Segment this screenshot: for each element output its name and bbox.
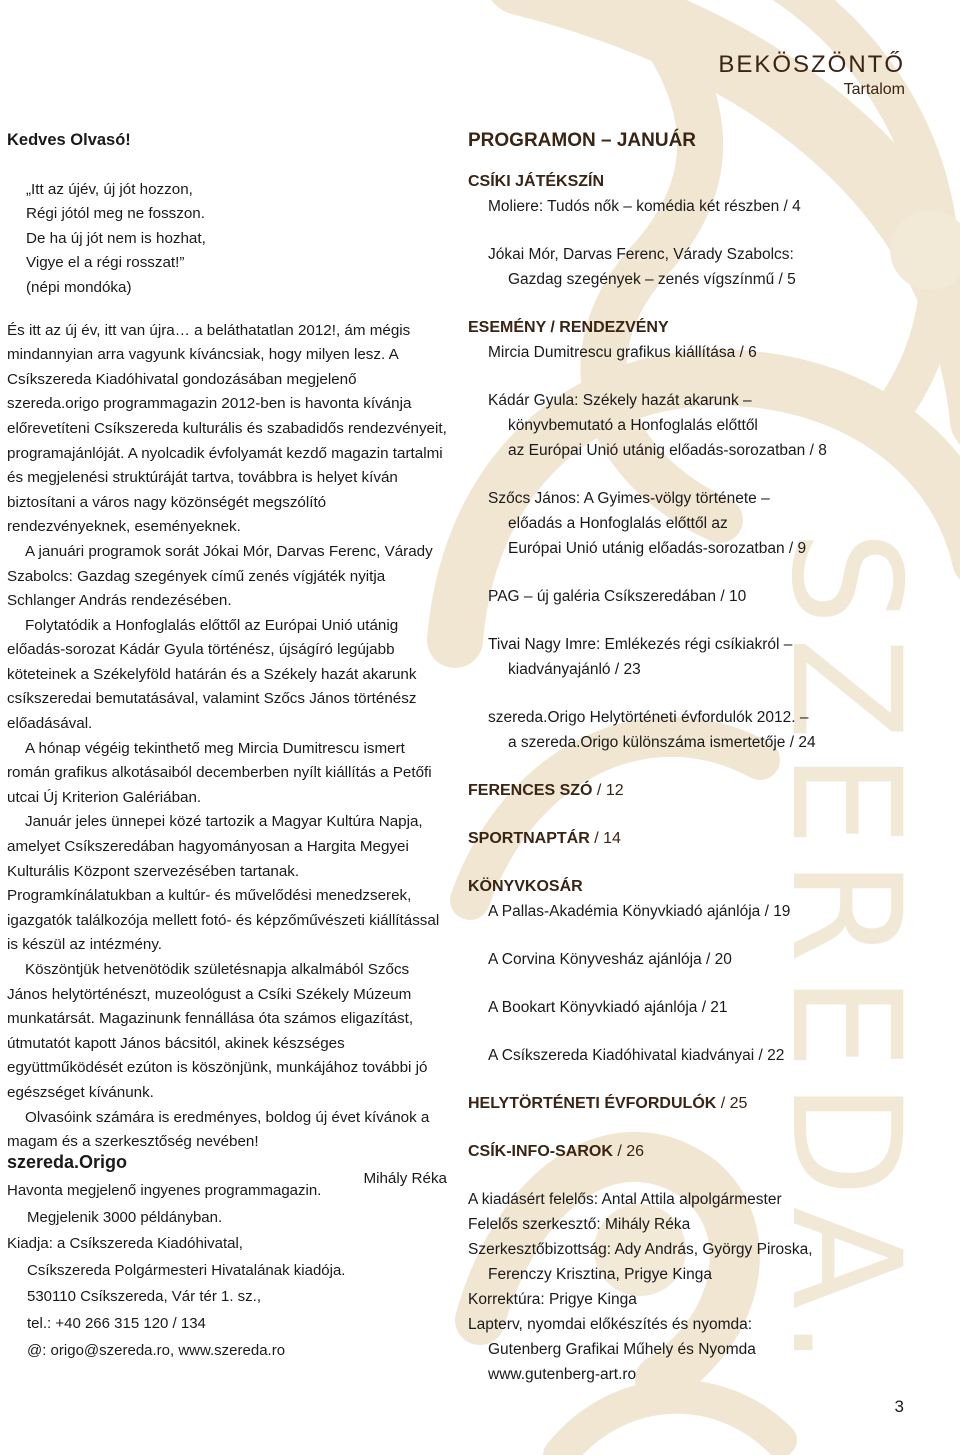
toc-section-page: / 26: [617, 1143, 645, 1160]
toc-section-heading: [468, 826, 888, 851]
toc-section-heading: [468, 169, 888, 194]
toc-entry-line: A Corvina Könyvesház ajánlója / 20: [488, 951, 732, 968]
imprint-line: Megjelenik 3000 példányban.: [27, 1208, 223, 1226]
toc-entry-line: a szereda.Origo különszáma ismertetője / 24: [508, 734, 816, 751]
poem-line: „Itt az újév, új jót hozzon,: [26, 180, 193, 198]
poem-line: Vigye el a régi rosszat!”: [26, 254, 185, 272]
credit-line: Felelős szerkesztő: Mihály Réka: [468, 1216, 691, 1233]
toc-section-heading: [468, 778, 888, 803]
toc-section-name: CSÍK-INFO-SAROK: [468, 1143, 613, 1160]
credit-line: A kiadásért felelős: Antal Attila alpolgármester: [468, 1191, 782, 1208]
toc-entry-line: kiadványajánló / 23: [508, 661, 641, 678]
background-watermark-word: SZEREDA.: [758, 530, 932, 1379]
imprint-line: @: origo@szereda.ro, www.szereda.ro: [27, 1341, 286, 1359]
toc-entry: [468, 1043, 888, 1068]
letter-greeting: Kedves Olvasó!: [7, 131, 131, 149]
poem-source: (népi mondóka): [26, 278, 132, 296]
poem: [7, 178, 447, 301]
toc-section-name: ESEMÉNY / RENDEZVÉNY: [468, 319, 669, 336]
imprint-line: Csíkszereda Polgármesteri Hivatalának kiadója.: [27, 1261, 346, 1279]
section-title: BEKÖSZÖNTŐ: [718, 51, 905, 78]
toc-sections: [468, 169, 888, 1164]
toc-entry-line: Gazdag szegények – zenés vígszínmű / 5: [508, 271, 796, 288]
toc-section-heading: [468, 315, 888, 340]
toc-entry-line: Jókai Mór, Darvas Ferenc, Várady Szabolcs:: [488, 246, 794, 263]
toc-entry: [468, 705, 888, 755]
toc-section-name: FERENCES SZÓ: [468, 782, 593, 799]
poem-line: De ha új jót nem is hozhat,: [26, 229, 206, 247]
credits: [468, 1187, 888, 1387]
toc-entry-line: előadás a Honfoglalás előttől az: [508, 515, 728, 532]
toc-title: PROGRAMON – JANUÁR: [468, 130, 697, 151]
toc-entry-line: A Pallas-Akadémia Könyvkiadó ajánlója / 19: [488, 903, 791, 920]
page-number: 3: [894, 1397, 904, 1416]
credit-line: Lapterv, nyomdai előkészítés és nyomda:: [468, 1316, 753, 1333]
letter-paragraph: Január jeles ünnepei közé tartozik a Magyar Kultúra Napja, amelyet Csíkszeredában hagyományosan a Hargita Megyei Kulturális Központ szervezésében tartanak. Programkínálatukban a kultúr- és művelődési menedzserek, igazgatók találkozója mellett fotó- és képzőművészeti kiállítással is készül az intézmény.: [7, 813, 440, 954]
toc-section-page: / 12: [596, 782, 624, 799]
toc-section-page: / 14: [594, 830, 621, 847]
toc-entry-line: A Bookart Könyvkiadó ajánlója / 21: [488, 999, 728, 1016]
editorial-letter: [7, 128, 447, 1191]
toc-entry-line: Kádár Gyula: Székely hazát akarunk –: [488, 392, 752, 409]
toc-section-heading: [468, 1091, 888, 1116]
toc-entry: [468, 947, 888, 972]
letter-paragraph: A hónap végéig tekinthető meg Mircia Dumitrescu ismert román grafikus alkotásaiból decemberben nyílt kiállítás a Petőfi utcai Új Kriterion Galériában.: [7, 739, 432, 806]
letter-paragraph: Olvasóink számára is eredményes, boldog új évet kívánok a magam és a szerkesztőség nevében!: [7, 1108, 430, 1151]
toc-entry: [468, 899, 888, 924]
letter-paragraph: És itt az új év, itt van újra… a beláthatatlan 2012!, ám mégis mindannyian arra vagyunk kíváncsiak, hogy milyen lesz. A Csíkszereda Kiadóhivatal gondozásában megjelenő szereda.origo programmagazin 2012-ben is havonta kívánja előrevetíteni Csíkszereda kulturális és szabadidős rendezvényeit, programajánlóját. A nyolcadik évfolyamát kezdő magazin tartalmi és megjelenési struktúráját tartva, továbbra is helyet kíván biztosítani a város nagy közönségét megszólító rendezvényeknek, eseményeknek.: [7, 321, 447, 536]
toc-entry-line: PAG – új galéria Csíkszeredában / 10: [488, 588, 747, 605]
page-header: [718, 52, 905, 100]
toc-section-heading: [468, 874, 888, 899]
section-subtitle: Tartalom: [843, 81, 905, 98]
toc-section-name: HELYTÖRTÉNETI ÉVFORDULÓK: [468, 1095, 717, 1112]
imprint-line: Havonta megjelenő ingyenes programmagazin.: [7, 1182, 322, 1199]
toc-entry-line: Európai Unió utánig előadás-sorozatban / 9: [508, 540, 807, 557]
toc-entry: [468, 194, 888, 219]
toc-entry-line: szereda.Origo Helytörténeti évfordulók 2012. –: [488, 709, 809, 726]
letter-paragraph: Köszöntjük hetvenötödik születésnapja alkalmából Szőcs János helytörténészt, muzeológust a Csíki Székely Múzeum munkatársát. Magazinunk fennállása óta számos eligazítást, útmutatót kapott János bácsitól, akinek készséges együttműködését ezúton is köszönjünk, munkájához további jó egészséget kívánunk.: [7, 961, 428, 1101]
toc-entry: [468, 388, 888, 463]
magazine-name: szereda.Origo: [7, 1152, 128, 1172]
toc-entry: [468, 486, 888, 561]
credit-line: Szerkesztőbizottság: Ady András, György Piroska,: [468, 1241, 813, 1258]
toc-section-name: SPORTNAPTÁR: [468, 830, 590, 847]
poem-line: Régi jótól meg ne fosszon.: [26, 205, 205, 223]
imprint-line: tel.: +40 266 315 120 / 134: [27, 1314, 206, 1332]
toc-entry: [468, 584, 888, 609]
toc-entry-line: A Csíkszereda Kiadóhivatal kiadványai / 22: [488, 1047, 785, 1064]
toc-entry: [468, 995, 888, 1020]
credit-line: Ferenczy Krisztina, Prigye Kinga: [488, 1266, 712, 1283]
credit-line: www.gutenberg-art.ro: [488, 1366, 637, 1383]
letter-paragraph: A januári programok sorát Jókai Mór, Darvas Ferenc, Várady Szabolcs: Gazdag szegények című zenés vígjáték nyitja Schlanger András rendezésében.: [7, 542, 433, 610]
letter-paragraph: Folytatódik a Honfoglalás előttől az Európai Unió utánig előadás-sorozat Kádár Gyula történész, újságíró legújabb köteteinek a Székelyföld határán és a Székely hazát akarunk csíkszeredai bemutatásával, valamint Szőcs János történész előadásával.: [7, 616, 417, 733]
toc-entry: [468, 340, 888, 365]
toc-entry-line: könyvbemutató a Honfoglalás előttől: [508, 417, 758, 434]
toc-section-page: / 25: [720, 1095, 748, 1112]
letter-signature: Mihály Réka: [363, 1169, 447, 1187]
imprint-line: Kiadja: a Csíkszereda Kiadóhivatal,: [7, 1235, 243, 1253]
imprint: [7, 1150, 447, 1364]
toc-entry: [468, 242, 888, 292]
toc-entry-line: az Európai Unió utánig előadás-sorozatban / 8: [508, 442, 827, 459]
toc-entry: [468, 632, 888, 682]
toc-entry-line: Mircia Dumitrescu grafikus kiállítása / 6: [488, 344, 757, 361]
toc-entry-line: Moliere: Tudós nők – komédia két részben / 4: [488, 198, 801, 215]
toc-section-name: CSÍKI JÁTÉKSZÍN: [468, 173, 605, 190]
credit-line: Gutenberg Grafikai Műhely és Nyomda: [488, 1341, 756, 1358]
toc-section-name: KÖNYVKOSÁR: [468, 878, 583, 895]
table-of-contents: [468, 128, 888, 1387]
credit-line: Korrektúra: Prigye Kinga: [468, 1291, 637, 1308]
imprint-line: 530110 Csíkszereda, Vár tér 1. sz.,: [27, 1288, 262, 1306]
toc-section-heading: [468, 1139, 888, 1164]
toc-entry-line: Tivai Nagy Imre: Emlékezés régi csíkiakról –: [488, 636, 793, 653]
letter-body: [7, 319, 447, 1155]
toc-entry-line: Szőcs János: A Gyimes-völgy története –: [488, 490, 770, 507]
